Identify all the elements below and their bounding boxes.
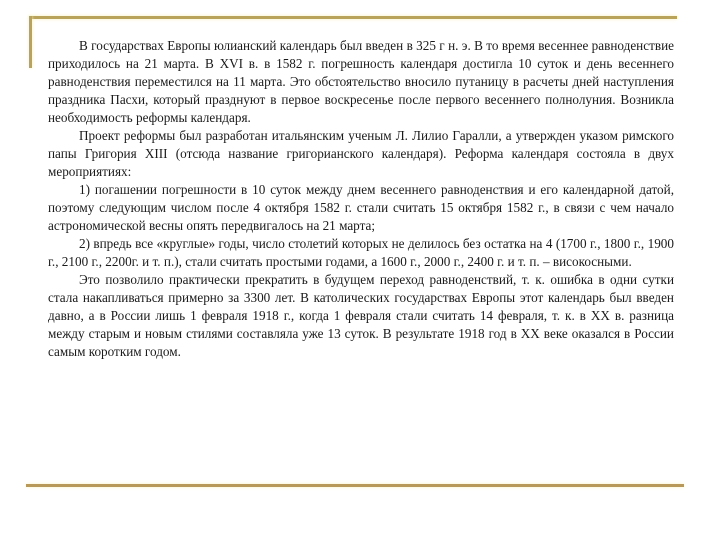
paragraph-reform-step-1: 1) погашении погрешности в 10 суток между днем весеннего равноденствия и его календарной датой, поэтому следующим числом после 4 октября 1582 г. стали считать 15 октября 1582 г., в связи с чем начало астрономической весны опять передвигалось на 21 марта; xyxy=(48,182,674,233)
slide-frame-top-line xyxy=(29,16,677,19)
paragraph-reform-step-2: 2) впредь все «круглые» годы, число столетий которых не делилось без остатка на 4 (1700 г., 1800 г., 1900 г., 2100 г., 2200г. и т. п.), стали считать простыми годами, а 1600 г., 2000 г., 2400 г. и т. п. – високосными. xyxy=(48,236,674,269)
paragraph-julian-calendar: В государствах Европы юлианский календарь был введен в 325 г н. э. В то время весеннее равноденствие приходилось на 21 марта. В XVI в. в 1582 г. погрешность календаря достигла 10 суток и день весеннего равноденствия переместился на 11 марта. Это обстоятельство вносило путаницу в расчеты дней наступления праздника Пасхи, который празднуют в первое воскресенье после первого весеннего полнолуния. Возникла необходимость реформы календаря. xyxy=(48,38,674,125)
paragraph-reform-project: Проект реформы был разработан итальянским ученым Л. Лилио Гаралли, а утвержден указом римского папы Григория XIII (отсюда название григорианского календаря). Реформа календаря состояла в двух мероприятиях: xyxy=(48,128,674,179)
paragraph-result: Это позволило практически прекратить в будущем переход равноденствий, т. к. ошибка в одни сутки стала накапливаться примерно за 3300 лет. В католических государствах Европы этот календарь был введен давно, а в России лишь 1 февраля 1918 г., когда 1 февраля стали считать 14 февраля, т. к. в XX в. разница между старым и новым стилями составляла уже 13 суток. В результате 1918 год в XX веке оказался в России самым коротким годом. xyxy=(48,272,674,359)
slide-frame-bottom-line xyxy=(26,484,684,487)
slide-frame-left-line xyxy=(29,16,32,68)
document-body xyxy=(48,37,674,361)
